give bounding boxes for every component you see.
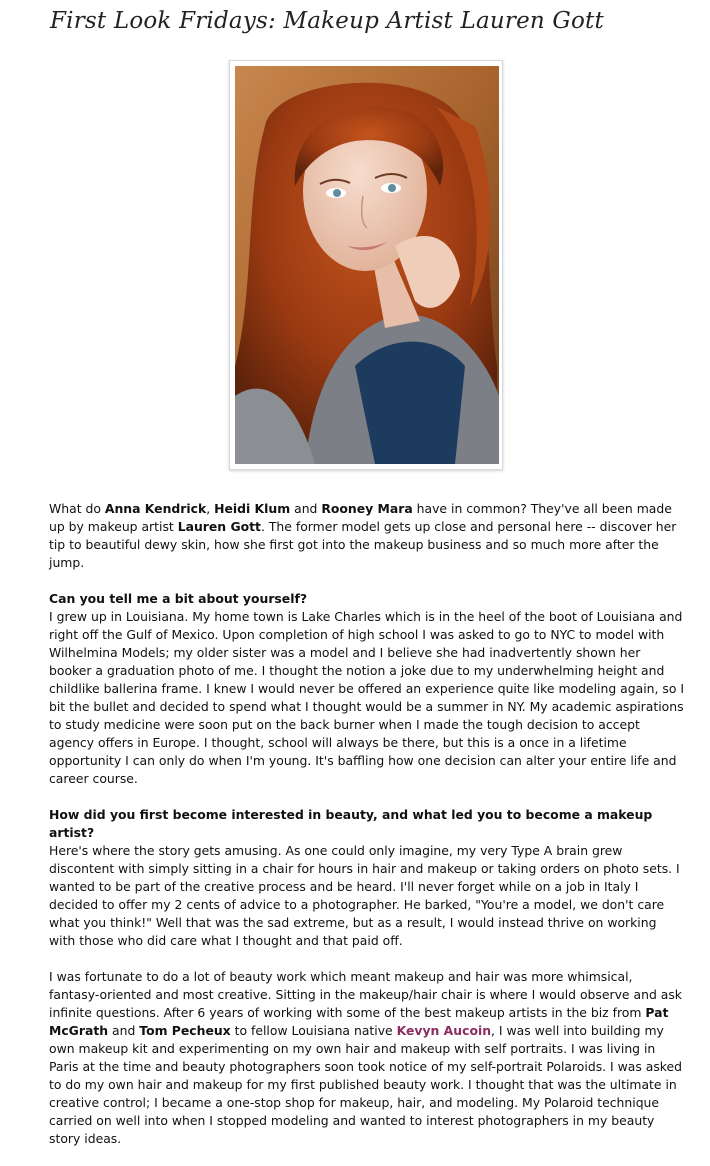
- body-text: I was fortunate to do a lot of beauty work which meant makeup and hair was more whimsical, fantasy-oriented and most creative. Sitting in the makeup/hair chair is where I would observe and ask infinite questions. After 6 years of working with some of the best makeup artists in the biz from: [49, 969, 682, 1020]
- article-body: [49, 500, 685, 1166]
- body-text: to fellow Louisiana native: [230, 1023, 397, 1038]
- answer-text: I grew up in Louisiana. My home town is Lake Charles which is in the heel of the boot of Louisiana and right off the Gulf of Mexico. Upon completion of high school I was asked to go to NYC to model with Wilhelmina Models; my older sister was a model and I believe she had inadvertently shown her booker a graduation photo of me. I thought the notion a joke due to my underwhelming height and childlike ballerina frame. I knew I would never be offered an experience quite like modeling again, so I bit the bullet and decided to spend what I thought would be a summer in NY. My academic aspirations to study medicine were soon put on the back burner when I made the tough decision to accept agency offers in Europe. I thought, school will always be there, but this is a once in a lifetime opportunity I can only do when I'm young. It's baffling how one decision can alter your entire life and career course.: [49, 609, 685, 786]
- question-heading: Can you tell me a bit about yourself?: [49, 591, 308, 606]
- body-text: and: [108, 1023, 140, 1038]
- name-anna-kendrick: Anna Kendrick: [104, 501, 207, 516]
- portrait-image: [235, 66, 499, 464]
- qa-block-1: [49, 590, 685, 788]
- portrait-photo[interactable]: [229, 60, 503, 470]
- body-text: , I was well into building my own makeup kit and experimenting on my own hair and makeup with self portraits. I was living in Paris at the time and beauty photographers soon took notice of my self-portrait Polaroids. I was asked to do my own hair and makeup for my first published beauty work. I thought that was the ultimate in creative control; I became a one-stop shop for makeup, hair, and modeling. My Polaroid technique carried on well into when I stopped modeling and wanted to interest photographers in my beauty story ideas.: [49, 1023, 683, 1146]
- intro-paragraph: [49, 500, 685, 572]
- name-tom-pecheux: Tom Pecheux: [139, 1023, 231, 1038]
- kevyn-aucoin-link[interactable]: Kevyn Aucoin: [396, 1023, 492, 1038]
- intro-text: and: [290, 501, 322, 516]
- intro-text: have in common? They've all been made up by makeup artist: [49, 501, 672, 534]
- answer-text: Here's where the story gets amusing. As one could only imagine, my very Type A brain grew discontent with simply sitting in a chair for hours in hair and makeup or taking orders on photo sets. I wanted to be part of the creative process and be heard. I'll never forget while on a job in Italy I decided to offer my 2 cents of advice to a photographer. He barked, "You're a model, we don't care what you think!" Well that was the sad extreme, but as a result, I would instead thrive on working with those who did care what I thought and that paid off.: [49, 843, 680, 948]
- name-heidi-klum: Heidi Klum: [214, 501, 291, 516]
- name-pat-mcgrath: Pat McGrath: [49, 1005, 669, 1038]
- body-paragraph: [49, 968, 685, 1148]
- qa-block-2: [49, 806, 685, 950]
- intro-text: What do: [49, 501, 105, 516]
- name-lauren-gott: Lauren Gott: [177, 519, 261, 534]
- name-rooney-mara: Rooney Mara: [321, 501, 413, 516]
- post-title: First Look Fridays: Makeup Artist Lauren Gott: [50, 8, 604, 34]
- intro-text: ,: [206, 501, 215, 516]
- intro-text: . The former model gets up close and personal here -- discover her tip to beautiful dewy skin, how she first got into the makeup business and so much more after the jump.: [49, 519, 677, 570]
- question-heading: How did you first become interested in beauty, and what led you to become a makeup artist?: [49, 807, 653, 840]
